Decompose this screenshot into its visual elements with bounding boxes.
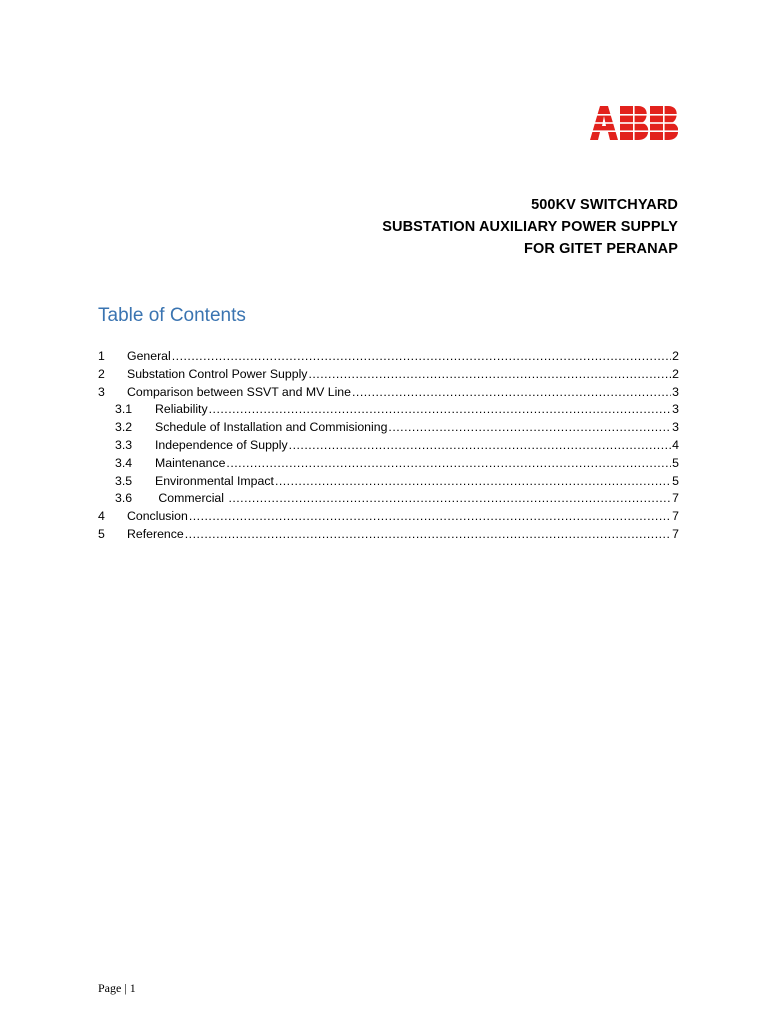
toc-leader-dots [388,419,671,437]
toc-entry-page: 5 [672,455,679,470]
toc-entry-maintenance[interactable] [98,455,679,473]
toc-entry-reference[interactable] [98,526,679,544]
toc-entry-title: General [127,349,171,363]
toc-entry-number: 3.3 [115,437,133,452]
toc-leader-dots [289,437,672,455]
toc-entry-number: 2 [98,366,105,381]
toc-entry-number: 4 [98,509,105,524]
toc-entry-number: 3.5 [115,473,133,488]
toc-leader-dots [172,348,671,366]
toc-entry-page: 3 [672,384,679,399]
toc-entry-number: 3.2 [115,420,133,435]
toc-entry-number: 3 [98,384,105,399]
toc-entry-title: Comparison between SSVT and MV Line [127,384,351,399]
toc-entry-environmental-impact[interactable] [98,473,679,491]
title-line-2: SUBSTATION AUXILIARY POWER SUPPLY [382,219,678,235]
title-line-1: 500KV SWITCHYARD [531,197,678,213]
toc-entry-page: 3 [672,420,679,435]
toc-entry-reliability[interactable] [98,401,679,419]
toc-entry-independence[interactable] [98,437,679,455]
toc-entry-schedule[interactable] [98,419,679,437]
toc-entry-number: 3.6 [115,491,133,506]
toc-entry-title: Conclusion [127,509,188,524]
toc-leader-dots [209,401,672,419]
table-of-contents [98,348,679,544]
toc-leader-dots [352,384,671,402]
toc-heading: Table of Contents [98,305,246,326]
toc-entry-number: 3.1 [115,402,133,417]
toc-entry-title: Substation Control Power Supply [127,366,308,381]
toc-entry-page: 2 [672,349,679,363]
toc-entry-title: Commercial [155,491,228,506]
toc-entry-title: Environmental Impact [155,473,274,488]
toc-entry-page: 4 [672,437,679,452]
toc-entry-page: 2 [672,366,679,381]
toc-leader-dots [228,490,671,508]
toc-entry-comparison[interactable] [98,384,679,402]
toc-entry-general[interactable] [98,348,679,366]
toc-entry-page: 7 [672,526,679,541]
page-number-footer: Page | 1 [98,981,136,995]
toc-leader-dots [308,366,671,384]
toc-entry-number: 3.4 [115,455,133,470]
abb-logo [590,106,678,140]
toc-entry-commercial[interactable] [98,490,679,508]
toc-leader-dots [226,455,671,473]
toc-entry-title: Independence of Supply [155,437,288,452]
toc-entry-number: 5 [98,526,105,541]
toc-entry-page: 7 [672,509,679,524]
toc-entry-number: 1 [98,349,105,363]
toc-entry-title: Reference [127,526,184,541]
toc-entry-title: Maintenance [155,455,226,470]
toc-leader-dots [189,508,671,526]
title-line-3: FOR GITET PERANAP [524,241,678,257]
toc-entry-page: 3 [672,402,679,417]
toc-entry-title: Reliability [155,402,208,417]
toc-leader-dots [275,473,671,491]
toc-leader-dots [185,526,671,544]
toc-entry-conclusion[interactable] [98,508,679,526]
toc-entry-substation-control-power-supply[interactable] [98,366,679,384]
toc-entry-title: Schedule of Installation and Commisioning [155,420,388,435]
toc-entry-page: 7 [672,491,679,506]
document-title [382,194,678,260]
toc-entry-page: 5 [672,473,679,488]
